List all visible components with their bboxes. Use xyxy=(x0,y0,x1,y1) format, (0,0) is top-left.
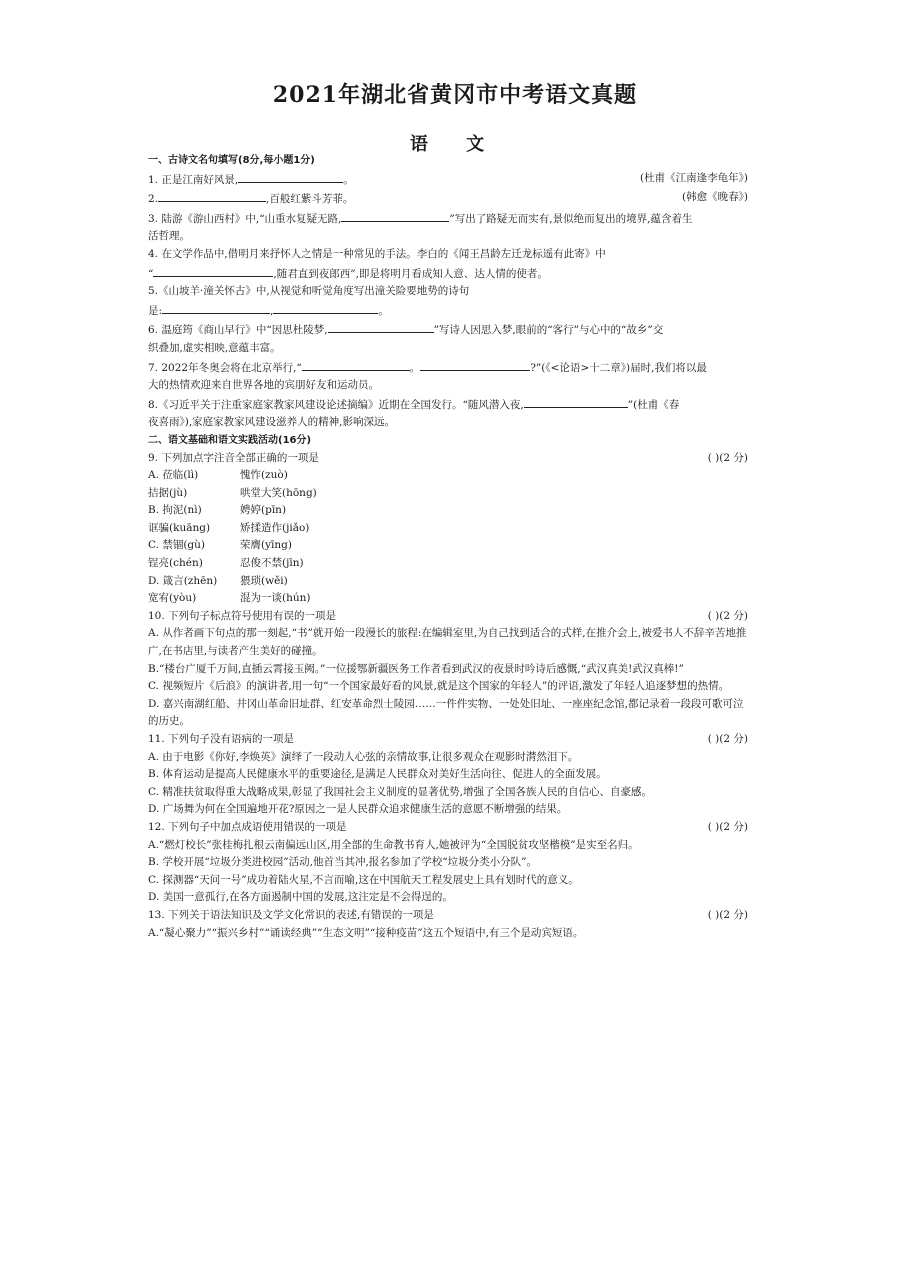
q9-item: 宽宥(yòu) xyxy=(148,592,197,605)
q9-item: B. 拘泥(nì) xyxy=(148,504,202,517)
q2-text: 2. xyxy=(148,193,159,206)
q1-text: 1. 正是江南好风景, xyxy=(148,173,239,186)
q9-row xyxy=(148,537,748,555)
q6-continuation: 织叠加,虚实相映,意蕴丰富。 xyxy=(148,341,281,354)
q11-option-b: B. 体育运动是提高人民健康水平的重要途径,是满足人民群众对美好生活向往、促进人的全面发展。 xyxy=(148,768,607,781)
q9-item: A. 莅临(lì) xyxy=(148,469,199,482)
q9-answer-bracket[interactable]: ( )(2 分) xyxy=(707,451,748,464)
q2-text-end: ,百般红紫斗芳菲。 xyxy=(266,193,354,206)
question-12 xyxy=(148,819,748,837)
question-10 xyxy=(148,608,748,626)
q9-item: 拮据(jù) xyxy=(148,486,188,499)
q11-answer-bracket[interactable]: ( )(2 分) xyxy=(707,733,748,745)
q11-option-d: D. 广场舞为何在全国遍地开花?原因之一是人民群众追求健康生活的意愿不断增强的结果。 xyxy=(148,803,568,816)
question-3 xyxy=(148,209,748,229)
document-subtitle: 语 文 xyxy=(409,134,501,155)
q1-blank[interactable] xyxy=(238,170,343,183)
q13-option-a: A.“凝心聚力”“振兴乡村”“诵读经典”“生态文明”“接种疫苗”这五个短语中,有三个是动宾短语。 xyxy=(148,926,584,939)
q11-stem: 11. 下列句子没有语病的一项是 xyxy=(148,733,295,745)
q10-option-d: D. 嘉兴南湖红船、井冈山革命旧址群、红安革命烈士陵园……一件件实物、一处处旧址、一座座纪念馆,都记录着一段段可歌可泣的历史。 xyxy=(148,697,744,728)
q9-item: 忍俊不禁(jīn) xyxy=(240,557,304,570)
q13-stem: 13. 下列关于语法知识及文学文化常识的表述,有错误的一项是 xyxy=(148,908,434,921)
q9-item: 荣膺(yīng) xyxy=(240,539,292,552)
q9-item: 愧怍(zuò) xyxy=(240,469,288,482)
q3-text: 3. 陆游《游山西村》中,“山重水复疑无路, xyxy=(148,212,342,225)
q6-text: 6. 温庭筠《商山早行》中“因思杜陵梦, xyxy=(148,324,328,337)
q7-text-end: ?”(《<论语>十二章》)届时,我们将以最 xyxy=(530,361,707,374)
section2-heading: 二、语文基础和语文实践活动(16分) xyxy=(148,434,312,446)
q9-item: 猥琐(wěi) xyxy=(240,574,288,587)
question-13 xyxy=(148,907,748,925)
q8-text-end: ”(杜甫《春 xyxy=(627,398,680,411)
q4-text-end: ,随君直到夜郎西”,即是将明月看成知人意、达人情的使者。 xyxy=(273,267,548,280)
question-5: 5.《山坡羊·潼关怀古》中,从视觉和听觉角度写出潼关险要地势的诗句 xyxy=(148,285,470,298)
q12-answer-bracket[interactable]: ( )(2 分) xyxy=(707,820,748,833)
q9-row xyxy=(148,555,748,573)
q10-option-a: A. 从作者画下句点的那一刻起,“书”就开始一段漫长的旅程:在编辑室里,为自己找到适合的式样,在推介会上,被爱书人不辞辛苦地推广,在书店里,与读者产生美好的碰撞。 xyxy=(148,627,747,658)
q10-stem: 10. 下列句子标点符号使用有误的一项是 xyxy=(148,609,337,622)
q1-text-end: 。 xyxy=(343,173,354,186)
q7-period: 。 xyxy=(409,361,421,374)
q12-stem: 12. 下列句子中加点成语使用错误的一项是 xyxy=(148,820,347,833)
q9-item: C. 禁锢(gù) xyxy=(148,539,206,552)
q9-item: D. 箴言(zhēn) xyxy=(148,574,218,587)
question-6 xyxy=(148,320,748,340)
q4-blank[interactable] xyxy=(153,264,273,277)
question-7 xyxy=(148,358,748,378)
question-1 xyxy=(148,170,748,190)
q5-blank-2[interactable] xyxy=(273,301,378,314)
q7-text: 7. 2022年冬奥会将在北京举行,“ xyxy=(148,361,302,374)
q11-option-c: C. 精准扶贫取得重大战略成果,彰显了我国社会主义制度的显著优势,增强了全国各族人民的自信心、自豪感。 xyxy=(148,785,653,798)
q13-answer-bracket[interactable]: ( )(2 分) xyxy=(707,908,748,921)
q7-blank-2[interactable] xyxy=(420,358,530,371)
q8-text: 8.《习近平关于注重家庭家教家风建设论述摘编》近期在全国发行。“随风潜入夜, xyxy=(148,398,524,411)
q9-item: 哄堂大笑(hōng) xyxy=(240,486,317,499)
q9-item: 诓骗(kuāng) xyxy=(148,521,211,534)
q5-text: 是: xyxy=(148,304,163,317)
question-8 xyxy=(148,395,748,415)
q6-blank[interactable] xyxy=(328,320,434,333)
q9-row xyxy=(148,520,748,538)
q5-period: 。 xyxy=(378,304,389,317)
q12-option-a: A.“燃灯校长”张桂梅扎根云南偏远山区,用全部的生命教书育人,她被评为“全国脱贫攻坚楷模”是实至名归。 xyxy=(148,838,639,851)
q7-blank-1[interactable] xyxy=(302,358,410,371)
q9-item: 锃亮(chén) xyxy=(148,557,203,570)
q7-continuation: 大的热情欢迎来自世界各地的宾朋好友和运动员。 xyxy=(148,379,379,392)
q10-option-b: B.“楼台广厦千万间,直插云霄接玉阙。”一位援鄂新疆医务工作者看到武汉的夜景时吟诗后感慨,“武汉真美!武汉真棒!” xyxy=(148,662,684,675)
q5-blank-1[interactable] xyxy=(162,301,270,314)
question-4: 4. 在文学作品中,借明月来抒怀人之情是一种常见的手法。李白的《闻王昌龄左迁龙标遥有此寄》中 xyxy=(148,247,606,260)
q4-fill-line xyxy=(148,264,748,284)
q5-comma: , xyxy=(270,304,274,317)
q8-blank[interactable] xyxy=(524,395,628,408)
q5-fill-line xyxy=(148,301,748,321)
q3-blank[interactable] xyxy=(341,209,449,222)
q12-option-b: B. 学校开展“垃圾分类进校园”活动,他首当其冲,报名参加了学校“垃圾分类小分队”。 xyxy=(148,856,538,869)
question-9 xyxy=(148,450,748,468)
q9-row xyxy=(148,573,748,591)
q2-source: (韩愈《晚春》) xyxy=(682,191,748,204)
q9-item: 娉婷(pīn) xyxy=(240,504,287,517)
q12-option-d: D. 美国一意孤行,在各方面遏制中国的发展,这注定是不会得逞的。 xyxy=(148,891,453,904)
q9-row xyxy=(148,467,748,485)
q8-continuation: 夜喜雨》),家庭家教家风建设滋养人的精神,影响深远。 xyxy=(148,416,396,429)
q3-text-end: ”写出了路疑无而实有,景似绝而复出的境界,蕴含着生 xyxy=(449,212,693,225)
q11-option-a: A. 由于电影《你好,李焕英》演绎了一段动人心弦的亲情故事,让很多观众在观影时潸然泪下。 xyxy=(148,750,579,763)
question-2 xyxy=(148,189,748,209)
q3-continuation: 活哲理。 xyxy=(148,230,190,243)
q9-row xyxy=(148,485,748,503)
q12-option-c: C. 探测器“天问一号”成功着陆火星,不言而喻,这在中国航天工程发展史上具有划时代的意义。 xyxy=(148,873,579,886)
q10-answer-bracket[interactable]: ( )(2 分) xyxy=(707,609,748,622)
q9-item: 混为一谈(hún) xyxy=(240,592,311,605)
q4-open-quote: “ xyxy=(148,267,154,280)
q6-text-end: ”写诗人因思入梦,眼前的“客行”与心中的“故乡”交 xyxy=(433,324,664,337)
question-11 xyxy=(148,731,748,749)
exam-content xyxy=(148,152,748,942)
q2-blank[interactable] xyxy=(158,189,266,202)
q10-option-c: C. 视频短片《后浪》的演讲者,用一句“一个国家最好看的风景,就是这个国家的年轻人”的评语,激发了年轻人追逐梦想的热情。 xyxy=(148,680,730,693)
q9-row xyxy=(148,590,748,608)
q9-stem: 9. 下列加点字注音全部正确的一项是 xyxy=(148,451,319,464)
q9-item: 矫揉造作(jiǎo) xyxy=(240,521,310,534)
q9-row xyxy=(148,502,748,520)
document-title: 2021年湖北省黄冈市中考语文真题 xyxy=(272,82,638,108)
q1-source: (杜甫《江南逢李龟年》) xyxy=(640,171,748,184)
section1-heading: 一、古诗文名句填写(8分,每小题1分) xyxy=(148,155,315,166)
